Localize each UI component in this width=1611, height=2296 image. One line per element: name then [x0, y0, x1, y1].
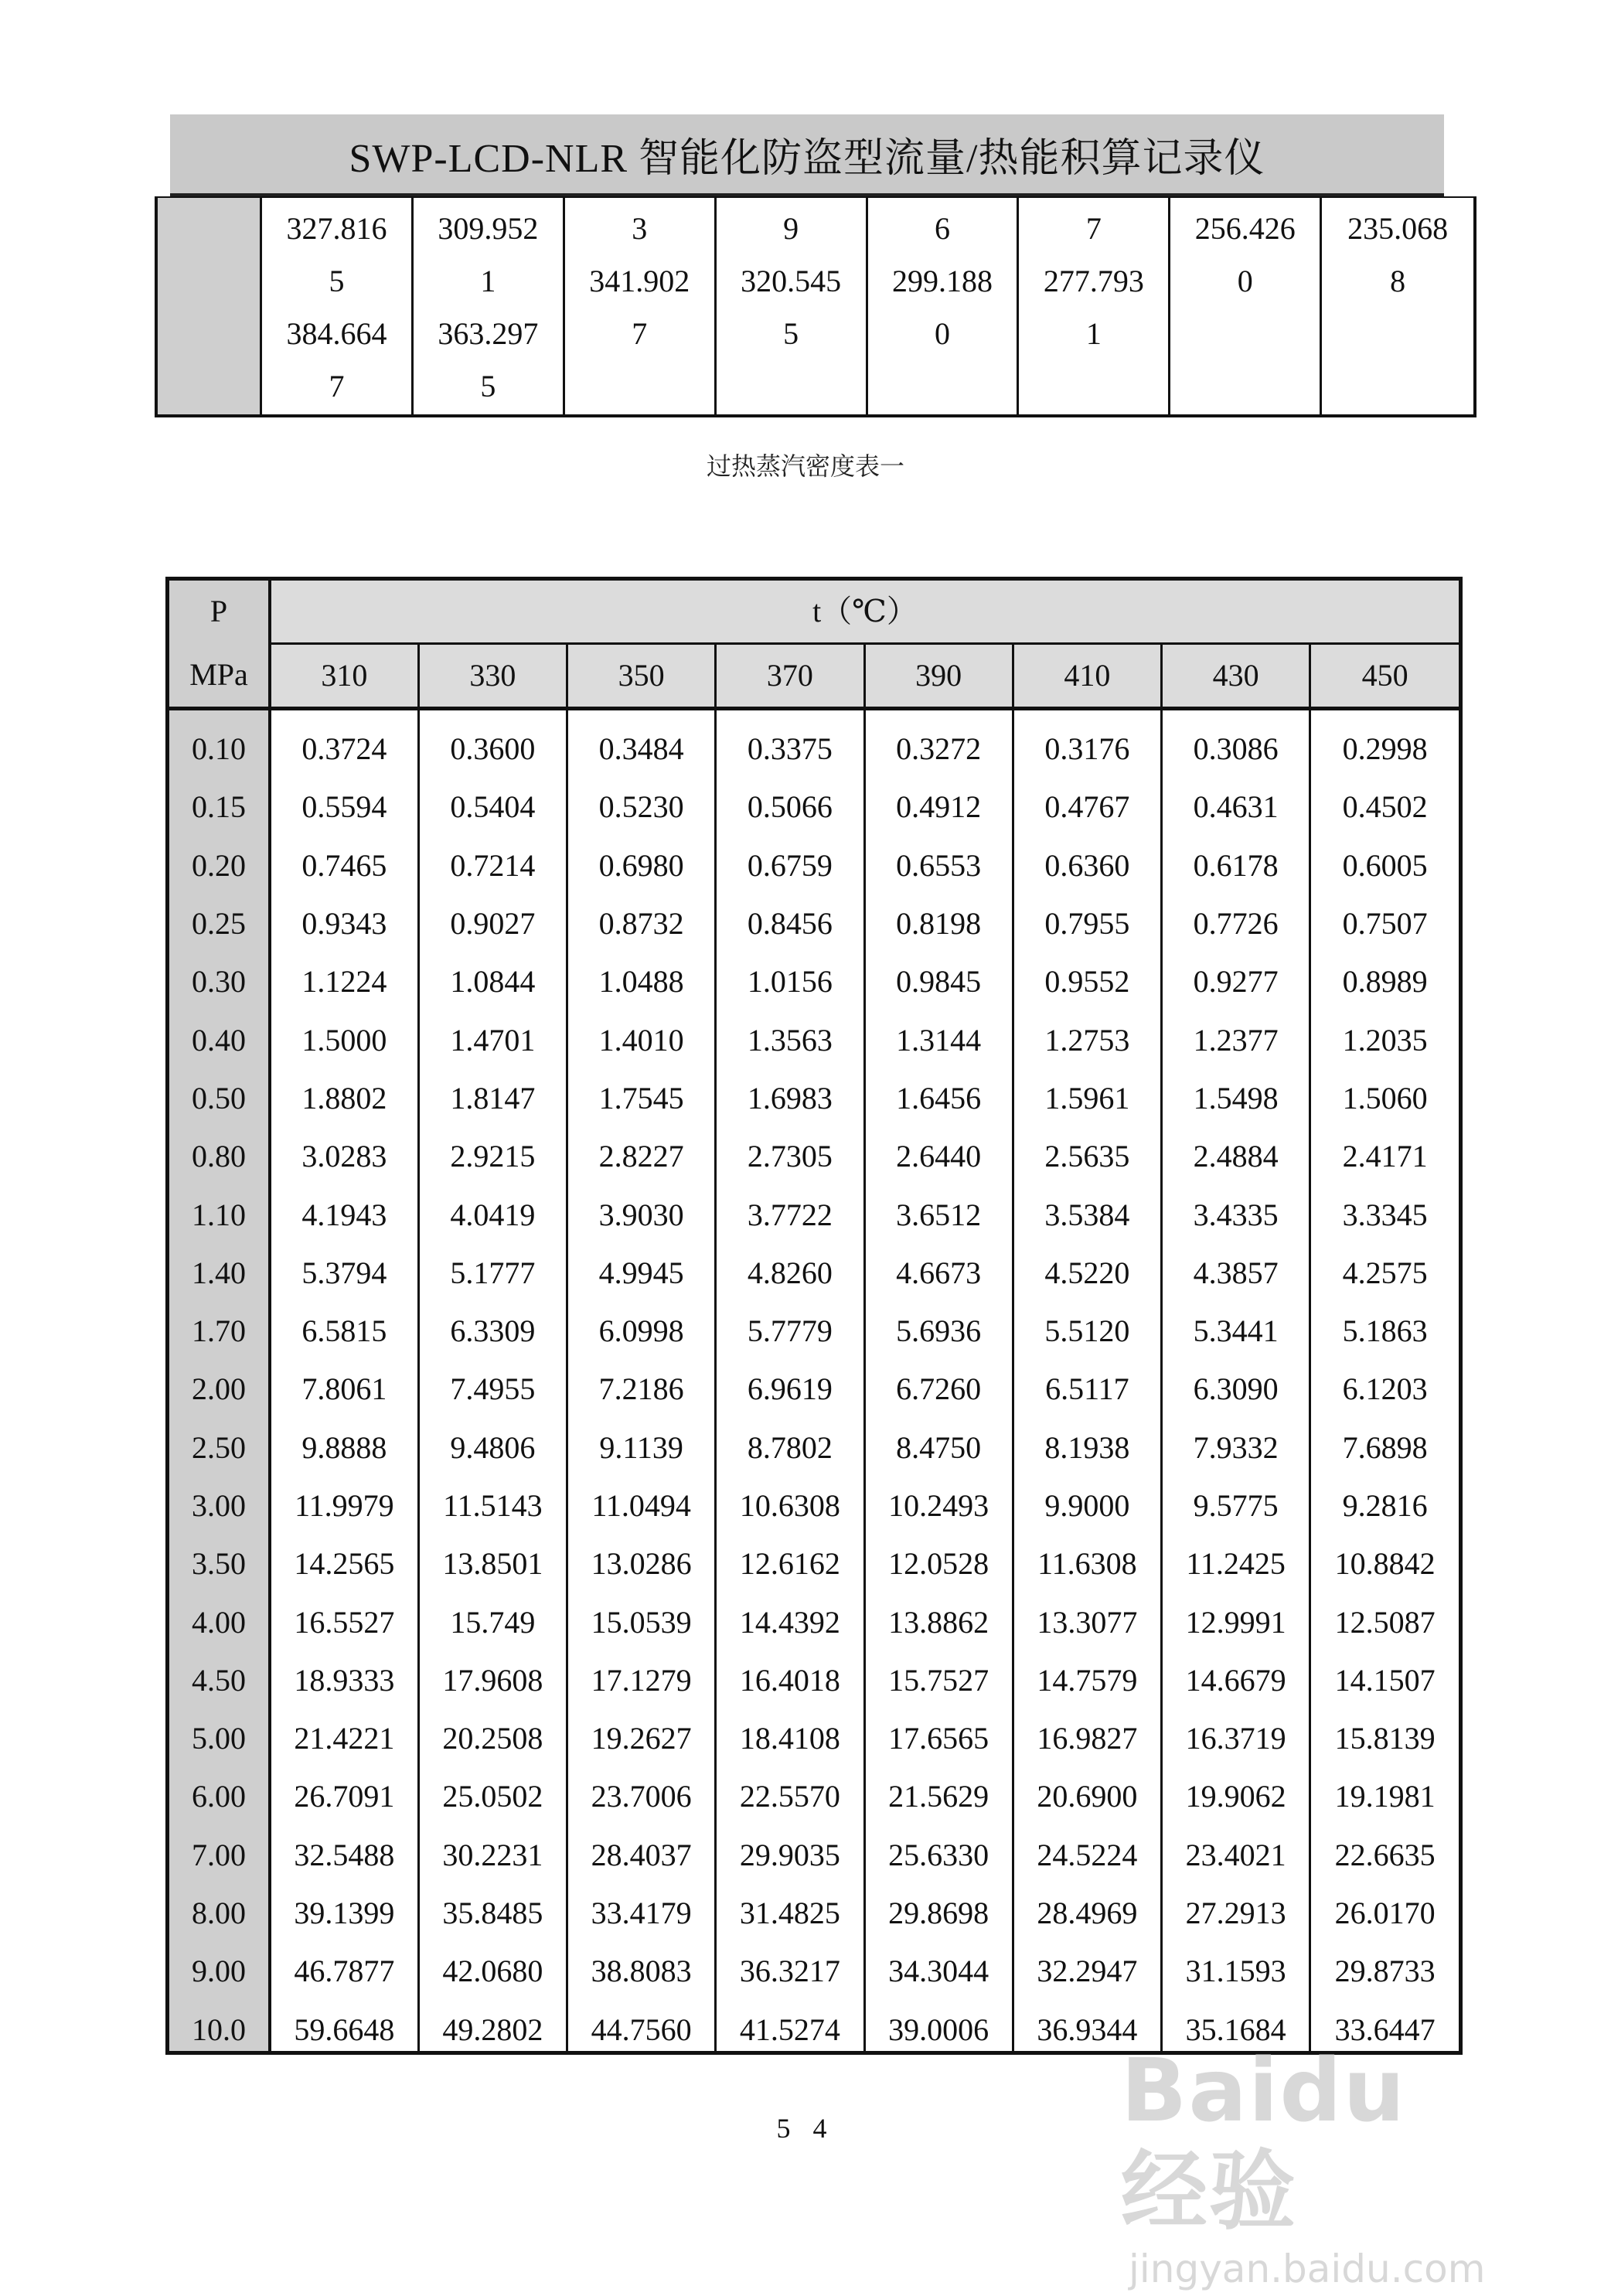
density-value: 21.5629	[864, 1767, 1013, 1825]
density-value: 10.8842	[1334, 1546, 1436, 1582]
continued-table-label-cell	[158, 198, 262, 414]
density-value: 26.7091	[270, 1767, 418, 1825]
density-value: 19.1981	[1334, 1779, 1436, 1814]
table-row	[169, 1069, 1459, 1127]
density-value: 4.2575	[1342, 1255, 1428, 1290]
density-value: 0.5230	[567, 778, 716, 836]
table-row	[169, 1244, 1459, 1302]
density-value: 12.0528	[864, 1535, 1013, 1593]
density-value: 0.9343	[270, 894, 418, 952]
density-value: 7.9332	[1162, 1419, 1310, 1477]
density-value: 36.3217	[716, 1942, 864, 2000]
density-value: 1.5000	[270, 1010, 418, 1068]
density-value: 5.3441	[1162, 1302, 1310, 1360]
density-value: 0.7726	[1162, 894, 1310, 952]
density-value: 0.3724	[270, 709, 418, 778]
density-value: 4.0419	[418, 1185, 567, 1243]
density-value: 13.3077	[1013, 1593, 1161, 1650]
density-value: 0.3272	[864, 709, 1013, 778]
density-value: 33.4179	[567, 1884, 716, 1942]
density-value: 1.2035	[1342, 1022, 1428, 1058]
density-value: 4.6673	[864, 1244, 1013, 1302]
continued-table-cell: 309.952 1 363.297 5	[414, 198, 565, 414]
temperature-column-header: 350	[567, 644, 716, 709]
density-value: 3.0283	[270, 1127, 418, 1185]
density-value: 12.5087	[1334, 1604, 1436, 1640]
density-value: 0.5594	[270, 778, 418, 836]
pressure-value: 1.70	[169, 1302, 270, 1360]
density-value: 17.6565	[864, 1709, 1013, 1767]
pressure-value: 4.00	[169, 1593, 270, 1650]
density-value: 7.4955	[418, 1360, 567, 1418]
page-number: 5 4	[776, 2113, 835, 2144]
density-value: 0.3176	[1013, 709, 1161, 778]
density-value: 34.3044	[864, 1942, 1013, 2000]
table-caption: 过热蒸汽密度表一	[706, 451, 904, 481]
density-value: 5.7779	[716, 1302, 864, 1360]
density-value: 35.8485	[418, 1884, 567, 1942]
density-value: 29.8698	[864, 1884, 1013, 1942]
density-value: 1.3563	[716, 1010, 864, 1068]
density-value: 0.4912	[864, 778, 1013, 836]
density-value: 5.6936	[864, 1302, 1013, 1360]
density-value: 3.6512	[864, 1185, 1013, 1243]
table-row	[169, 952, 1459, 1010]
density-value: 31.4825	[716, 1884, 864, 1942]
density-value: 5.3794	[270, 1244, 418, 1302]
pressure-value: 0.20	[169, 836, 270, 894]
density-value: 15.0539	[567, 1593, 716, 1650]
density-value: 46.7877	[270, 1942, 418, 2000]
density-value: 39.0006	[864, 2001, 1013, 2055]
density-value: 2.4884	[1162, 1127, 1310, 1185]
density-value: 0.8456	[716, 894, 864, 952]
continued-table-cell: 327.816 5 384.664 7	[262, 198, 414, 414]
density-value: 1.4010	[567, 1010, 716, 1068]
table-row	[169, 709, 1459, 778]
table-row	[169, 1709, 1459, 1767]
pressure-value: 10.0	[169, 2001, 270, 2055]
table-row	[169, 836, 1459, 894]
density-value: 0.9277	[1162, 952, 1310, 1010]
density-value: 0.4502	[1342, 789, 1428, 825]
density-value: 0.6005	[1342, 847, 1428, 883]
continued-table-cell: 9 320.545 5	[717, 198, 868, 414]
density-value: 10.6308	[716, 1477, 864, 1535]
density-value: 31.1593	[1162, 1942, 1310, 2000]
density-value: 1.4701	[418, 1010, 567, 1068]
pressure-value: 9.00	[169, 1942, 270, 2000]
density-value: 42.0680	[418, 1942, 567, 2000]
density-value: 7.2186	[567, 1360, 716, 1418]
density-value: 15.7527	[864, 1651, 1013, 1709]
density-value: 0.3600	[418, 709, 567, 778]
density-value: 0.6178	[1162, 836, 1310, 894]
density-value: 4.8260	[716, 1244, 864, 1302]
density-value: 5.1863	[1342, 1313, 1428, 1349]
pressure-value: 1.40	[169, 1244, 270, 1302]
density-value: 0.4767	[1013, 778, 1161, 836]
density-value: 1.5961	[1013, 1069, 1161, 1127]
density-value: 1.8147	[418, 1069, 567, 1127]
density-value: 0.6759	[716, 836, 864, 894]
continued-table-cell: 256.426 0	[1170, 198, 1322, 414]
table-row	[169, 1884, 1459, 1942]
density-value: 6.5117	[1013, 1360, 1161, 1418]
density-value: 3.5384	[1013, 1185, 1161, 1243]
table-row	[169, 1010, 1459, 1068]
continued-table-cell: 7 277.793 1	[1019, 198, 1170, 414]
table-row	[169, 1419, 1459, 1477]
density-value: 6.0998	[567, 1302, 716, 1360]
table-row	[169, 1593, 1459, 1650]
density-value: 1.6983	[716, 1069, 864, 1127]
pressure-value: 0.80	[169, 1127, 270, 1185]
density-value: 14.2565	[270, 1535, 418, 1593]
density-value: 19.9062	[1162, 1767, 1310, 1825]
pressure-value: 2.50	[169, 1419, 270, 1477]
density-value: 41.5274	[716, 2001, 864, 2055]
density-value: 0.3375	[716, 709, 864, 778]
density-value: 16.3719	[1162, 1709, 1310, 1767]
density-value: 23.4021	[1162, 1826, 1310, 1884]
density-value: 1.0844	[418, 952, 567, 1010]
density-value: 6.1203	[1342, 1371, 1428, 1407]
density-value: 22.6635	[1334, 1837, 1436, 1872]
header-title: SWP-LCD-NLR 智能化防盗型流量/热能积算记录仪	[349, 136, 1265, 181]
density-value: 0.6980	[567, 836, 716, 894]
density-value: 9.5775	[1162, 1477, 1310, 1535]
density-value: 7.6898	[1342, 1429, 1428, 1465]
density-value: 1.5498	[1162, 1069, 1310, 1127]
density-value: 11.2425	[1162, 1535, 1310, 1593]
density-value: 2.5635	[1013, 1127, 1161, 1185]
density-value: 3.3345	[1342, 1197, 1428, 1232]
density-value: 9.8888	[270, 1419, 418, 1477]
density-value: 49.2802	[418, 2001, 567, 2055]
density-value: 25.0502	[418, 1767, 567, 1825]
density-value: 0.2998	[1342, 731, 1428, 767]
continued-table-cell: 235.068 8	[1347, 211, 1449, 298]
density-value: 0.4631	[1162, 778, 1310, 836]
density-value: 15.8139	[1334, 1721, 1436, 1756]
density-value: 2.4171	[1342, 1139, 1428, 1174]
pressure-unit-header: MPa	[169, 644, 270, 709]
density-value: 27.2913	[1162, 1884, 1310, 1942]
density-value: 0.6360	[1013, 836, 1161, 894]
density-value: 0.8989	[1342, 964, 1428, 1000]
density-value: 1.5060	[1342, 1080, 1428, 1116]
density-value: 10.2493	[864, 1477, 1013, 1535]
density-value: 9.2816	[1342, 1488, 1428, 1523]
density-value: 0.7214	[418, 836, 567, 894]
density-value: 29.8733	[1334, 1954, 1436, 1989]
temperature-column-header: 410	[1013, 644, 1161, 709]
pressure-header: P	[169, 581, 270, 644]
table-row	[169, 778, 1459, 836]
density-value: 11.0494	[567, 1477, 716, 1535]
density-value: 0.3086	[1162, 709, 1310, 778]
density-value: 28.4037	[567, 1826, 716, 1884]
density-value: 13.8501	[418, 1535, 567, 1593]
density-value: 26.0170	[1334, 1896, 1436, 1931]
density-value: 32.2947	[1013, 1942, 1161, 2000]
watermark-brand: Baidu 经验	[1121, 2041, 1407, 2242]
density-value: 2.9215	[418, 1127, 567, 1185]
table-row	[169, 1651, 1459, 1709]
density-value: 6.9619	[716, 1360, 864, 1418]
density-value: 8.7802	[716, 1419, 864, 1477]
table-row	[169, 1302, 1459, 1360]
density-value: 23.7006	[567, 1767, 716, 1825]
table-row	[169, 1942, 1459, 2000]
density-value: 28.4969	[1013, 1884, 1161, 1942]
pressure-value: 7.00	[169, 1826, 270, 1884]
density-value: 9.1139	[567, 1419, 716, 1477]
density-value: 30.2231	[418, 1826, 567, 1884]
density-value: 11.5143	[418, 1477, 567, 1535]
continued-table-cell: 6 299.188 0	[868, 198, 1020, 414]
pressure-value: 8.00	[169, 1884, 270, 1942]
density-value: 0.8732	[567, 894, 716, 952]
density-value: 14.1507	[1334, 1662, 1436, 1698]
density-value: 17.9608	[418, 1651, 567, 1709]
density-value: 1.1224	[270, 952, 418, 1010]
density-value: 4.5220	[1013, 1244, 1161, 1302]
density-value: 38.8083	[567, 1942, 716, 2000]
density-value: 0.9845	[864, 952, 1013, 1010]
density-value: 5.5120	[1013, 1302, 1161, 1360]
density-value: 18.9333	[270, 1651, 418, 1709]
density-value: 18.4108	[716, 1709, 864, 1767]
pressure-value: 0.25	[169, 894, 270, 952]
density-value: 59.6648	[270, 2001, 418, 2055]
density-value: 14.6679	[1162, 1651, 1310, 1709]
document-header	[170, 114, 1444, 197]
density-value: 6.7260	[864, 1360, 1013, 1418]
continued-table	[155, 196, 1476, 417]
density-value: 15.749	[418, 1593, 567, 1650]
density-value: 4.9945	[567, 1244, 716, 1302]
table-row	[169, 1535, 1459, 1593]
density-value: 3.9030	[567, 1185, 716, 1243]
pressure-value: 0.30	[169, 952, 270, 1010]
table-row	[169, 1127, 1459, 1185]
table-row	[169, 1477, 1459, 1535]
pressure-value: 5.00	[169, 1709, 270, 1767]
pressure-value: 0.15	[169, 778, 270, 836]
temperature-column-header: 370	[716, 644, 864, 709]
density-value: 11.9979	[270, 1477, 418, 1535]
pressure-value: 2.00	[169, 1360, 270, 1418]
density-value: 19.2627	[567, 1709, 716, 1767]
density-value: 13.8862	[864, 1593, 1013, 1650]
continued-table-cell: 3 341.902 7	[565, 198, 717, 414]
density-value: 3.7722	[716, 1185, 864, 1243]
density-value: 1.3144	[864, 1010, 1013, 1068]
density-value: 11.6308	[1013, 1535, 1161, 1593]
density-value: 21.4221	[270, 1709, 418, 1767]
density-value: 1.0156	[716, 952, 864, 1010]
density-value: 14.7579	[1013, 1651, 1161, 1709]
baidu-jingyan-watermark	[1121, 2041, 1523, 2291]
density-value: 6.5815	[270, 1302, 418, 1360]
density-value: 2.8227	[567, 1127, 716, 1185]
density-value: 6.3090	[1162, 1360, 1310, 1418]
density-value: 17.1279	[567, 1651, 716, 1709]
density-value: 12.9991	[1162, 1593, 1310, 1650]
density-value: 4.3857	[1162, 1244, 1310, 1302]
density-value: 0.7507	[1342, 906, 1428, 942]
density-value: 8.4750	[864, 1419, 1013, 1477]
table-row	[169, 1767, 1459, 1825]
density-value: 5.1777	[418, 1244, 567, 1302]
density-value: 20.2508	[418, 1709, 567, 1767]
table-row	[169, 1185, 1459, 1243]
density-value: 0.9027	[418, 894, 567, 952]
density-value: 1.2377	[1162, 1010, 1310, 1068]
pressure-value: 4.50	[169, 1651, 270, 1709]
density-value: 9.4806	[418, 1419, 567, 1477]
pressure-value: 0.50	[169, 1069, 270, 1127]
pressure-value: 1.10	[169, 1185, 270, 1243]
density-value: 22.5570	[716, 1767, 864, 1825]
density-value: 16.4018	[716, 1651, 864, 1709]
density-value: 1.7545	[567, 1069, 716, 1127]
density-value: 0.5066	[716, 778, 864, 836]
temperature-column-header: 450	[1310, 644, 1459, 709]
table-row	[169, 1360, 1459, 1418]
density-value: 14.4392	[716, 1593, 864, 1650]
pressure-value: 0.10	[169, 709, 270, 778]
density-value: 36.9344	[1013, 2001, 1161, 2055]
temperature-column-header: 330	[418, 644, 567, 709]
temperature-column-header: 310	[270, 644, 418, 709]
density-value: 2.7305	[716, 1127, 864, 1185]
density-value: 3.4335	[1162, 1185, 1310, 1243]
pressure-value: 3.50	[169, 1535, 270, 1593]
density-value: 4.1943	[270, 1185, 418, 1243]
density-value: 1.0488	[567, 952, 716, 1010]
density-value: 0.8198	[864, 894, 1013, 952]
density-value: 0.7465	[270, 836, 418, 894]
density-value: 1.8802	[270, 1069, 418, 1127]
density-value: 0.6553	[864, 836, 1013, 894]
density-value: 13.0286	[567, 1535, 716, 1593]
temperature-column-header: 430	[1162, 644, 1310, 709]
table-row	[169, 894, 1459, 952]
density-value: 25.6330	[864, 1826, 1013, 1884]
density-value: 44.7560	[567, 2001, 716, 2055]
density-value: 1.6456	[864, 1069, 1013, 1127]
density-value: 8.1938	[1013, 1419, 1161, 1477]
density-value: 7.8061	[270, 1360, 418, 1418]
watermark-url: jingyan.baidu.com	[1129, 2247, 1486, 2291]
pressure-value: 3.00	[169, 1477, 270, 1535]
density-value: 33.6447	[1334, 2012, 1436, 2047]
density-value: 1.2753	[1013, 1010, 1161, 1068]
density-value: 0.5404	[418, 778, 567, 836]
density-value: 0.3484	[567, 709, 716, 778]
density-value: 35.1684	[1162, 2001, 1310, 2055]
density-value: 20.6900	[1013, 1767, 1161, 1825]
temperature-column-header: 390	[864, 644, 1013, 709]
density-value: 0.9552	[1013, 952, 1161, 1010]
pressure-value: 0.40	[169, 1010, 270, 1068]
density-value: 16.5527	[270, 1593, 418, 1650]
density-value: 29.9035	[716, 1826, 864, 1884]
density-value: 12.6162	[716, 1535, 864, 1593]
density-value: 6.3309	[418, 1302, 567, 1360]
density-value: 16.9827	[1013, 1709, 1161, 1767]
temperature-header: t（℃）	[270, 581, 1459, 644]
density-value: 2.6440	[864, 1127, 1013, 1185]
density-value: 39.1399	[270, 1884, 418, 1942]
pressure-value: 6.00	[169, 1767, 270, 1825]
steam-density-table	[165, 577, 1463, 2055]
table-row	[169, 1826, 1459, 1884]
density-value: 9.9000	[1013, 1477, 1161, 1535]
density-value: 32.5488	[270, 1826, 418, 1884]
density-value: 0.7955	[1013, 894, 1161, 952]
density-value: 24.5224	[1013, 1826, 1161, 1884]
